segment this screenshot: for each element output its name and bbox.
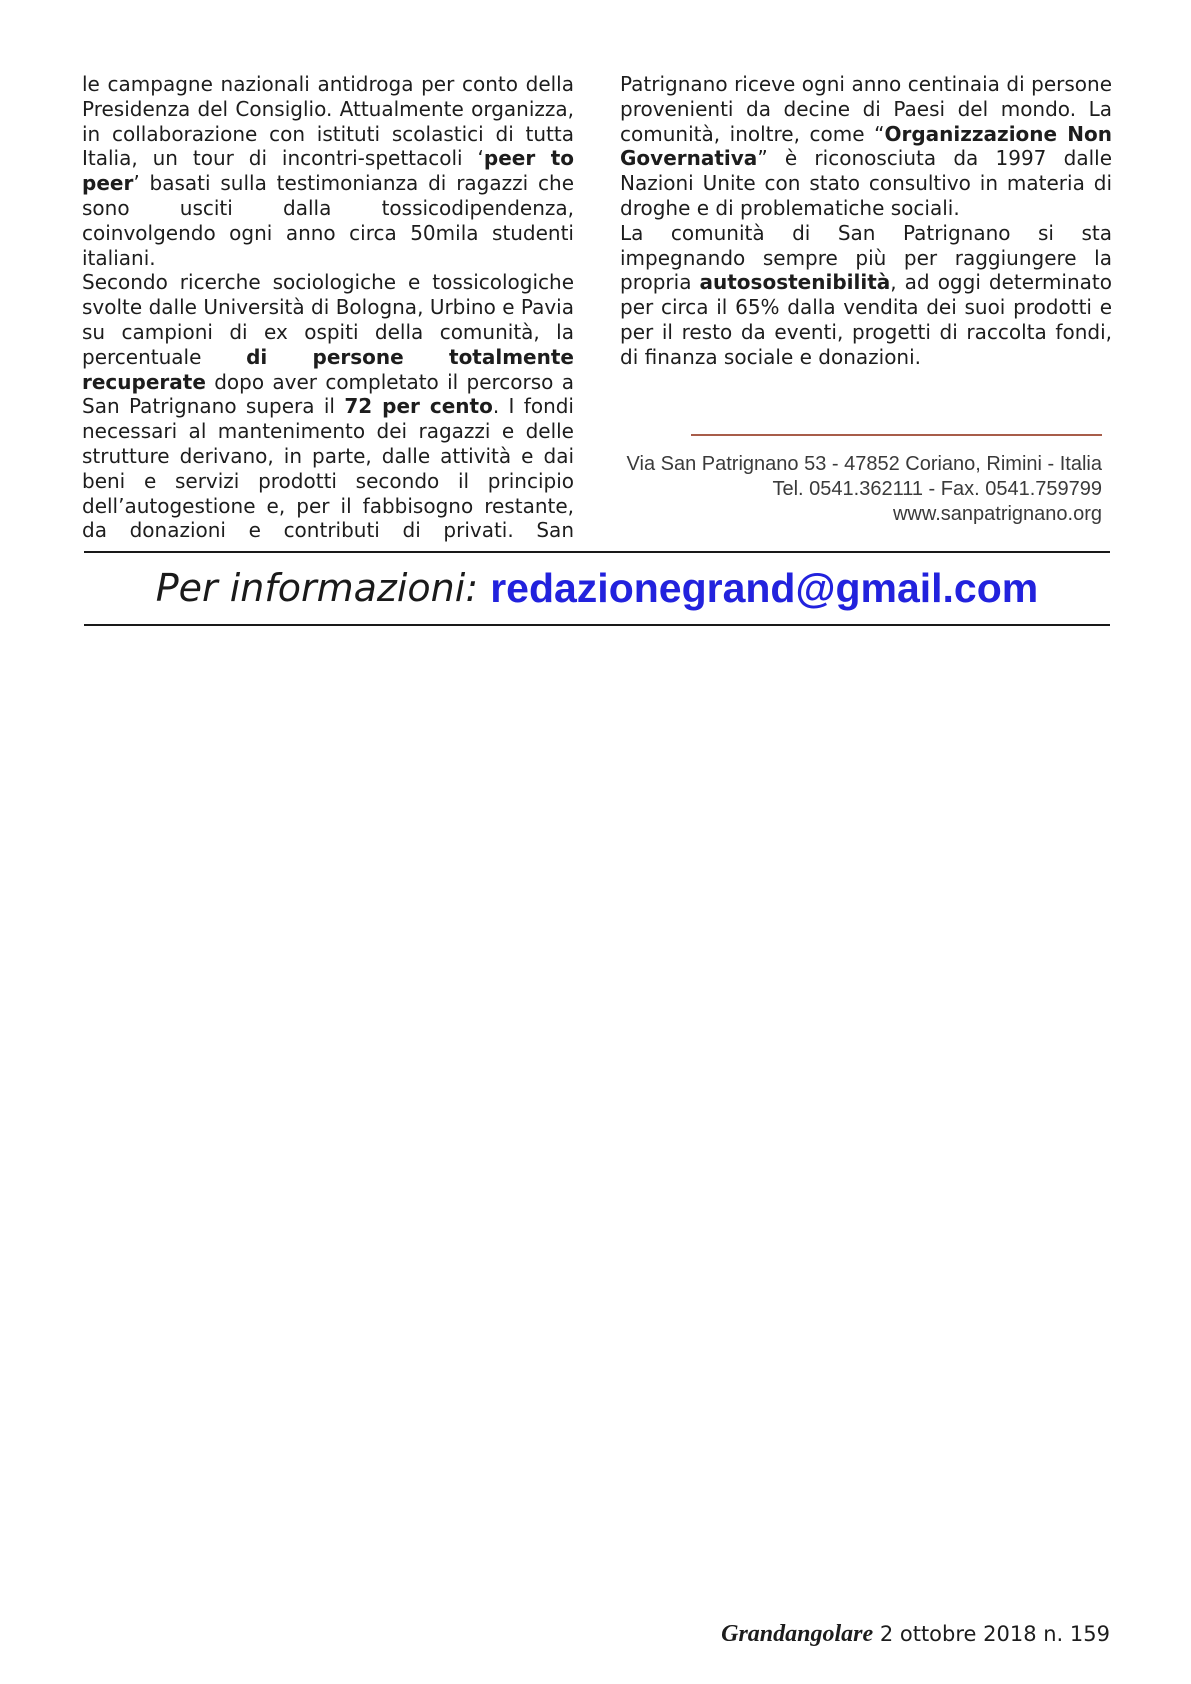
contact-divider-rule bbox=[691, 434, 1102, 436]
right-paragraph-ngo bbox=[620, 72, 1112, 221]
bold-72-percent: 72 per cento bbox=[344, 394, 493, 419]
info-band-bottom-rule bbox=[84, 624, 1110, 626]
body-text: le campagne nazionali antidroga per conto della Presidenza del Consiglio. Attualmente organizza, in collaborazione con istituti scolastici di tutta Italia, un tour di incontri-spettacoli ‘ bbox=[82, 72, 574, 171]
info-band-label: Per informazioni: bbox=[155, 566, 491, 610]
page-footer bbox=[708, 1597, 1110, 1648]
body-text: . I fondi necessari al mantenimento dei ragazzi e delle strutture derivano, in parte, dalle attività e dai beni e servizi prodotti secondo il principio dell’autogestione e, per il fabbisogno restante, da donazioni e contributi di privati. San bbox=[82, 394, 574, 543]
body-text: Secondo ricerche sociologiche e tossicologiche svolte dalle Università di Bologna, Urbino e Pavia su campioni di ex ospiti della comunità, la percentuale bbox=[82, 270, 574, 369]
bold-ngo: Organizzazione Non Governativa bbox=[620, 121, 1112, 171]
contact-block bbox=[620, 427, 1102, 527]
publication-name: Grandangolare bbox=[721, 1621, 874, 1647]
right-paragraph-sustainability bbox=[620, 221, 1112, 370]
right-column bbox=[620, 72, 1112, 370]
body-text: ” è riconosciuta da 1997 dalle Nazioni Unite con stato consultivo in materia di droghe e di problematiche sociali. bbox=[620, 146, 1112, 220]
left-paragraph-research bbox=[82, 270, 574, 543]
bold-recovered-persons: di persone totalmente recuperate bbox=[82, 344, 574, 394]
contact-address: Via San Patrignano 53 - 47852 Coriano, Rimini - Italia bbox=[626, 453, 1102, 475]
body-text: dopo aver completato il percorso a San Patrignano supera il bbox=[82, 369, 574, 419]
body-text: , ad oggi determinato per circa il 65% dalla vendita dei suoi prodotti e per il resto da eventi, progetti di raccolta fondi, di finanza sociale e donazioni. bbox=[620, 270, 1112, 369]
issue-info: 2 ottobre 2018 n. 159 bbox=[873, 1622, 1110, 1646]
contact-email-link[interactable]: redazionegrand@gmail.com bbox=[490, 564, 1039, 611]
bold-peer-to-peer: peer to peer bbox=[82, 146, 574, 196]
contact-website: www.sanpatrignano.org bbox=[892, 503, 1102, 525]
body-text: Patrignano riceve ogni anno centinaia di persone provenienti da decine di Paesi del mondo. La comunità, inoltre, come “ bbox=[620, 72, 1112, 146]
info-band-top-rule bbox=[84, 551, 1110, 553]
info-band bbox=[84, 556, 1110, 620]
body-text: La comunità di San Patrignano si sta impegnando sempre più per raggiungere la propria bbox=[620, 220, 1112, 295]
body-text: ’ basati sulla testimonianza di ragazzi che sono usciti dalla tossicodipendenza, coinvolgendo ogni anno circa 50mila studenti italiani. bbox=[82, 171, 574, 270]
left-paragraph-campaigns bbox=[82, 72, 574, 270]
left-column bbox=[82, 72, 574, 543]
contact-phone-fax: Tel. 0541.362111 - Fax. 0541.759799 bbox=[772, 478, 1102, 500]
bold-sustainability: autosostenibilità bbox=[699, 270, 891, 295]
